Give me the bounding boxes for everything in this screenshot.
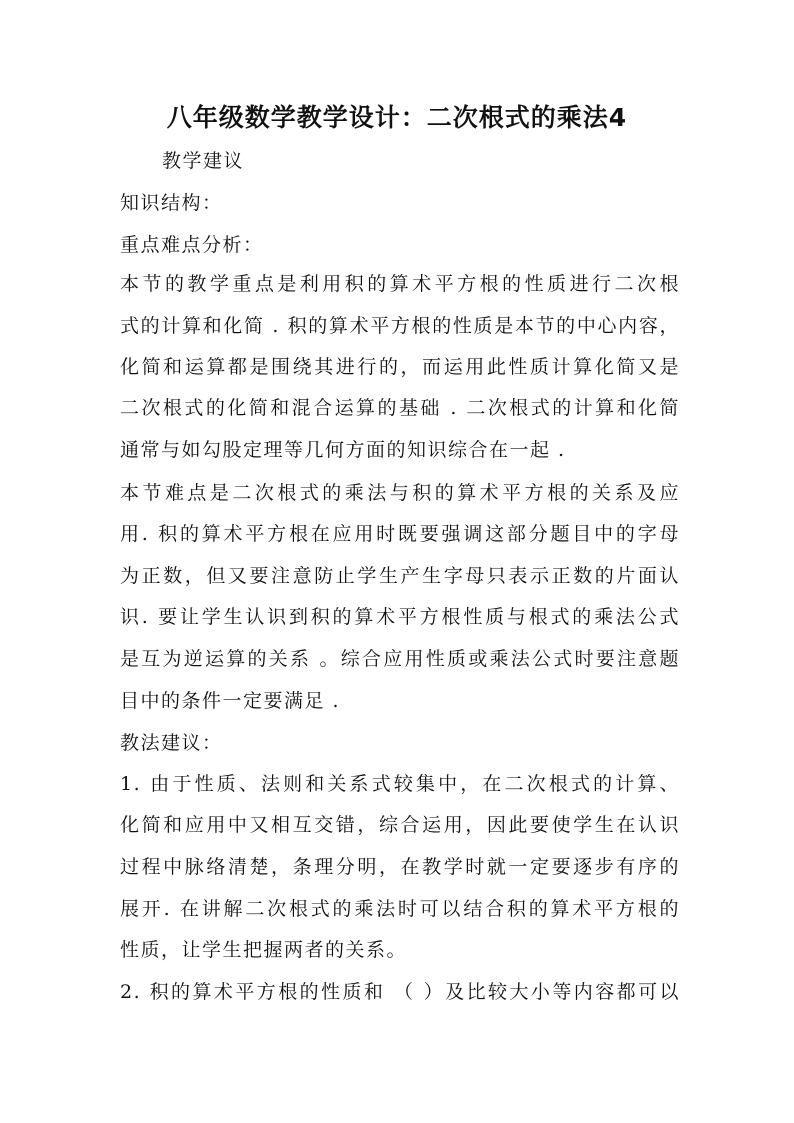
list-item-line: 过程中脉络清楚，条理分明，在教学时就一定要逐步有序的 xyxy=(120,856,680,878)
section-heading-teaching-suggestions: 教学建议 xyxy=(162,150,245,172)
paragraph-line: 目中的条件一定要满足 . xyxy=(120,690,341,712)
paragraph-line: 为正数，但又要注意防止学生产生字母只表示正数的片面认 xyxy=(120,565,680,587)
list-item-line: 化简和应用中又相互交错，综合运用，因此要使学生在认识 xyxy=(120,814,680,836)
heading-key-difficult-points: 重点难点分析： xyxy=(120,234,264,256)
paragraph-line: 本节难点是二次根式的乘法与积的算术平方根的关系及应 xyxy=(120,482,680,504)
paragraph-line: 识. 要让学生认识到积的算术平方根性质与根式的乘法公式 xyxy=(120,606,680,628)
paragraph-line: 式的计算和化简 . 积的算术平方根的性质是本节的中心内容， xyxy=(120,315,680,337)
paragraph-line: 本节的教学重点是利用积的算术平方根的性质进行二次根 xyxy=(120,273,680,295)
list-item-line: 展开. 在讲解二次根式的乘法时可以结合积的算术平方根的 xyxy=(120,898,680,920)
paragraph-line: 通常与如勾股定理等几何方面的知识综合在一起 . xyxy=(120,439,566,461)
document-title: 八年级数学教学设计：二次根式的乘法4 xyxy=(166,103,628,132)
list-item-line: 1. 由于性质、法则和关系式较集中，在二次根式的计算、 xyxy=(120,773,680,795)
heading-teaching-method-suggestions: 教法建议： xyxy=(120,732,223,754)
list-item-line: 2. 积的算术平方根的性质和 （ ）及比较大小等内容都可以 xyxy=(120,981,680,1003)
paragraph-line: 化简和运算都是围绕其进行的，而运用此性质计算化简又是 xyxy=(120,356,680,378)
list-item-line: 性质，让学生把握两者的关系。 xyxy=(120,939,408,961)
heading-knowledge-structure: 知识结构： xyxy=(120,192,223,214)
paragraph-line: 是互为逆运算的关系 。综合应用性质或乘法公式时要注意题 xyxy=(120,648,680,670)
paragraph-line: 二次根式的化简和混合运算的基础 . 二次根式的计算和化简 xyxy=(120,397,680,419)
paragraph-line: 用. 积的算术平方根在应用时既要强调这部分题目中的字母 xyxy=(120,523,680,545)
